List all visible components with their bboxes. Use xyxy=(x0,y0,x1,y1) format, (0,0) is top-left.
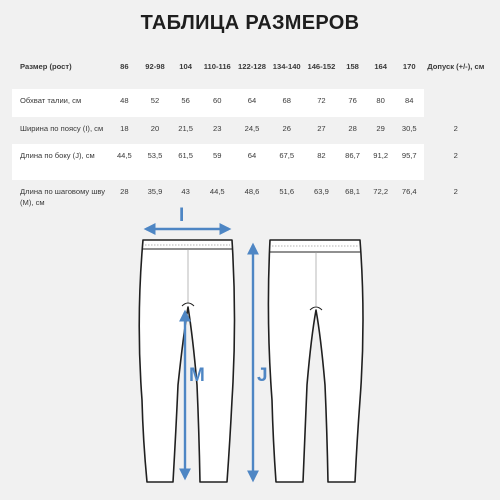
table-cell: 52 xyxy=(139,89,172,117)
table-cell: 23 xyxy=(213,124,222,133)
table-cell: 72 xyxy=(304,89,339,117)
page-title: ТАБЛИЦА РАЗМЕРОВ xyxy=(140,12,360,34)
header-cell: 92-98 xyxy=(145,62,165,71)
table-cell: 64 xyxy=(235,89,270,117)
header-cell: Размер (рост) xyxy=(20,62,72,71)
table-cell: 82 xyxy=(304,144,339,180)
table-cell: 43 xyxy=(181,187,190,196)
header-cell: 164 xyxy=(374,62,387,71)
leggings-front-outline xyxy=(139,240,234,482)
tolerance-cell: 2 xyxy=(424,144,488,180)
table-cell: 26 xyxy=(282,124,291,133)
table-cell: 67,5 xyxy=(269,144,304,180)
table-cell: 51,6 xyxy=(279,187,295,196)
table-cell: 63,9 xyxy=(314,187,329,196)
table-cell: 20 xyxy=(150,124,160,133)
side-length-label: J xyxy=(257,365,268,386)
row-label: Длина по шаговому шву (M), см xyxy=(20,187,106,207)
table-cell: 76 xyxy=(339,89,367,117)
table-cell: 24,5 xyxy=(244,124,260,133)
row-label: Обхват талии, см xyxy=(12,89,110,117)
header-cell: 158 xyxy=(346,62,359,71)
table-cell: 80 xyxy=(366,89,395,117)
table-cell: 35,9 xyxy=(147,187,163,196)
tolerance-cell: 2 xyxy=(453,124,458,133)
header-cell: 170 xyxy=(402,62,416,71)
table-cell: 18 xyxy=(120,124,129,133)
table-cell: 48 xyxy=(110,89,139,117)
table-cell: 53,5 xyxy=(139,144,172,180)
header-cell: 86 xyxy=(120,62,129,71)
table-cell: 56 xyxy=(171,89,200,117)
table-cell: 95,7 xyxy=(395,144,424,180)
table-cell: 29 xyxy=(376,124,385,133)
table-cell: 21,5 xyxy=(178,124,193,133)
table-cell: 91,2 xyxy=(366,144,395,180)
table-cell: 86,7 xyxy=(339,144,367,180)
inseam-label: M xyxy=(189,365,205,386)
row-label: Ширина по поясу (I), см xyxy=(20,124,104,133)
table-cell: 59 xyxy=(200,144,235,180)
table-cell: 68,1 xyxy=(345,187,360,196)
table-cell: 61,5 xyxy=(171,144,200,180)
table-cell: 60 xyxy=(200,89,235,117)
leggings-back-outline xyxy=(268,240,363,482)
table-cell: 27 xyxy=(317,124,326,133)
table-cell: 30,5 xyxy=(401,124,417,133)
row-label: Длина по боку (J), см xyxy=(12,144,110,180)
header-cell: 122-128 xyxy=(238,62,266,71)
table-cell: 84 xyxy=(395,89,424,117)
table-cell: 48,6 xyxy=(244,187,260,196)
width-label: I xyxy=(179,205,185,226)
tolerance-cell: 2 xyxy=(453,187,458,196)
header-cell: 134-140 xyxy=(272,62,301,71)
table-cell: 72,2 xyxy=(373,187,389,196)
table-cell: 28 xyxy=(348,124,357,133)
table-cell: 44,5 xyxy=(209,187,225,196)
table-cell: 28 xyxy=(120,187,129,196)
header-cell: 110-116 xyxy=(203,62,231,71)
table-cell: 44,5 xyxy=(110,144,139,180)
header-cell: 146-152 xyxy=(307,62,336,71)
header-cell: 104 xyxy=(179,62,192,71)
header-cell: Допуск (+/-), см xyxy=(427,62,485,71)
table-cell: 68 xyxy=(269,89,304,117)
table-cell: 76,4 xyxy=(401,187,417,196)
table-cell: 64 xyxy=(235,144,270,180)
